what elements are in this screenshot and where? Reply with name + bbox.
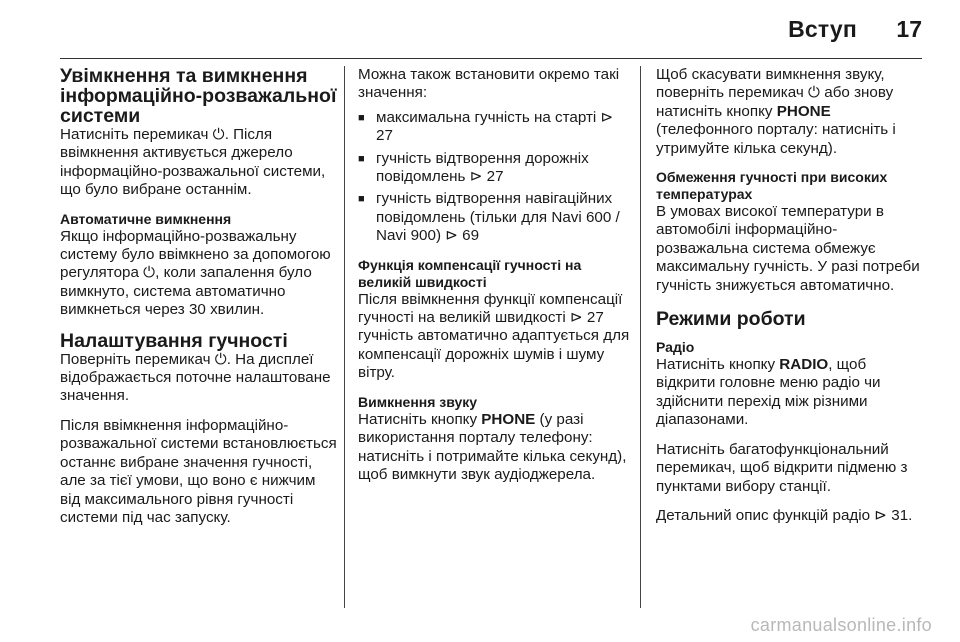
unmute-text-b: (телефонного порталу: натисніть і утримуйте кілька секунд).: [656, 121, 896, 157]
heading-radio: Радіо: [656, 339, 695, 356]
para-unmute: [656, 66, 924, 158]
para-radio-3: Детальний опис функцій радіо ⊳ 31.: [656, 506, 913, 524]
list-item-text: гучність відтворення навігаційних повідомлень (тільки для Navi 600 / Navi 900) ⊳ 69: [376, 190, 620, 245]
para-power: Натисніть перемикач ⏻. Після ввімкнення активується джерело інформаційно-розважальної системи, що було вибране останнім.: [60, 126, 326, 199]
radio-button-label: RADIO: [779, 356, 829, 374]
header-title: Вступ: [788, 16, 857, 42]
mute-text-a: Натисніть кнопку: [358, 410, 482, 428]
heading-mute: Вимкнення звуку: [358, 393, 478, 410]
heading-volume: Налаштування гучності: [60, 329, 288, 352]
heading-auto-off: Автоматичне вимкнення: [60, 210, 232, 227]
radio-text-a: Натисніть кнопку: [656, 356, 780, 374]
column-divider-1: [344, 66, 345, 608]
para-intro: Можна також встановити окремо такі значення:: [358, 66, 620, 102]
para-speed-compensation: Після ввімкнення функції компенсації гучності на великій швидкості ⊳ 27 гучність автоматично адаптується для компенсації дорожніх шумів і шуму вітру.: [358, 290, 630, 382]
para-temperature-limit: В умовах високої температури в автомобілі інформаційно-розважальна система обмежує максимальну гучність. У разі потреби гучність знижується автоматично.: [656, 203, 920, 294]
list-item-text: гучність відтворення дорожніх повідомлень ⊳ 27: [376, 149, 589, 186]
para-radio-2: Натисніть багатофункціональний перемикач, щоб відкрити підменю з пунктами вибору станції.: [656, 440, 908, 495]
bullet-square-icon: ■: [358, 152, 365, 165]
para-radio-1: [656, 356, 924, 430]
heading-speed-compensation: Функція компенсації гучності на великій швидкості: [358, 256, 582, 290]
list-item-text: максимальна гучність на старті ⊳ 27: [376, 108, 614, 145]
list-item: [358, 150, 630, 187]
para-mute: [358, 411, 630, 485]
heading-modes: Режими роботи: [656, 308, 806, 331]
column-2: [358, 66, 630, 495]
bullet-square-icon: ■: [358, 111, 365, 124]
para-volume-1: Поверніть перемикач ⏻. На дисплеї відображається поточне налаштоване значення.: [60, 350, 331, 405]
list-item: [358, 109, 630, 146]
radio-text-b: , щоб відкрити головне меню радіо чи здійснити перехід між різними діапазонами.: [656, 356, 881, 429]
bullet-square-icon: ■: [358, 193, 365, 206]
mute-text-b: (у разі використання порталу телефону: натисніть і потримайте кілька секунд), щоб вимкнути звук аудіоджерела.: [358, 410, 627, 483]
heading-temperature-limit: Обмеження гучності при високих температурах: [656, 169, 888, 203]
para-auto-off: Якщо інформаційно-розважальну систему було ввімкнено за допомогою регулятора ⏻, коли запалення було вимкнуто, система автоматично вимкнеться через 30 хвилин.: [60, 227, 331, 319]
list-item: [358, 190, 630, 245]
header-divider: [60, 58, 922, 59]
page-number: 17: [896, 16, 922, 42]
column-1: [60, 66, 338, 538]
unmute-text-a: Щоб скасувати вимкнення звуку, поверніть перемикач ⏻ або знову натисніть кнопку: [656, 66, 894, 120]
column-3: [656, 66, 924, 536]
para-volume-2: Після ввімкнення інформаційно-розважальної системи встановлюється останнє вибране значення гучності, але за тієї умови, що воно є нижчим від максимального рівня гучності системи під час запуску.: [60, 416, 337, 526]
watermark: carmanualsonline.info: [750, 615, 932, 635]
column-divider-2: [640, 66, 641, 608]
phone-button-label: PHONE: [776, 102, 831, 120]
phone-button-label: PHONE: [481, 410, 536, 428]
page-header: [0, 0, 960, 58]
heading-power: Увімкнення та вимкнення інформаційно-розважальної системи: [60, 65, 337, 127]
volume-options-list: [358, 109, 630, 246]
